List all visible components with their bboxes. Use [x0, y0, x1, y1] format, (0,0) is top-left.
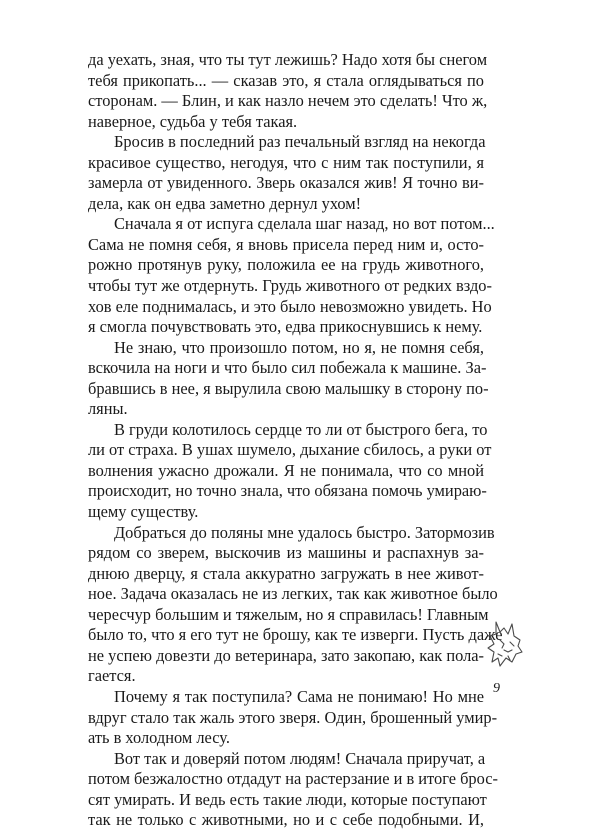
- text-line: вдруг стало так жаль этого зверя. Один, брошенный умир-: [88, 707, 498, 727]
- text-line: В груди колотилось сердце то ли от быстрого бега, то: [114, 419, 488, 439]
- text-line: ное. Задача оказалась не из легких, так как животное было: [88, 584, 498, 604]
- text-line: рядом со зверем, выскочив из машины и распахнув за-: [88, 543, 484, 563]
- text-line: хов еле поднималась, и это было невозможно увидеть. Но: [88, 296, 492, 316]
- text-line: происходит, но точно знала, что обязана помочь умираю-: [88, 481, 487, 501]
- text-line: не успею довезти до ветеринара, зато закопаю, как пола-: [88, 645, 484, 665]
- text-line: ать в холодном лесу.: [88, 728, 230, 748]
- text-line: ли от страха. В ушах шумело, дыхание сбилось, а руки от: [88, 440, 492, 460]
- text-line: Почему я так поступила? Сама не понимаю! Но мне: [114, 686, 484, 706]
- text-line: Сначала я от испуга сделала шаг назад, но вот потом...: [114, 214, 495, 234]
- text-line: сторонам. — Блин, и как назло нечем это сделать! Что ж,: [88, 91, 488, 111]
- text-line: наверное, судьба у тебя такая.: [88, 111, 298, 131]
- page-body: [88, 50, 503, 831]
- text-line: чересчур большим и тяжелым, но я справилась! Главным: [88, 604, 489, 624]
- text-line: Бросив в последний раз печальный взгляд на некогда: [114, 132, 486, 152]
- page-number: 9: [493, 681, 500, 696]
- text-line: днюю дверцу, я стала аккуратно загружать в нее живот-: [88, 563, 484, 583]
- text-line: Сама не помня себя, я вновь присела перед ним и, осто-: [88, 234, 484, 254]
- text-line: вскочила на ноги и что было сил побежала к машине. За-: [88, 358, 487, 378]
- text-line: было то, что я его тут не брошу, как те изверги. Пусть даже: [88, 625, 503, 645]
- text-line: сят умирать. И ведь есть такие люди, которые поступают: [88, 789, 487, 809]
- text-line: замерла от увиденного. Зверь оказался жив! Я точно ви-: [88, 173, 484, 193]
- text-line: я смогла почувствовать это, едва прикоснувшись к нему.: [88, 317, 483, 337]
- wolf-head-icon: [482, 618, 530, 676]
- text-line: щему существу.: [88, 502, 199, 522]
- text-line: дела, как он едва заметно дернул ухом!: [88, 193, 362, 213]
- text-line: тебя прикопать... — сказав это, я стала оглядываться по: [88, 70, 484, 90]
- text-line: так не только с животными, но и с себе подобными. И,: [88, 810, 484, 830]
- text-line: Добраться до поляны мне удалось быстро. Затормозив: [114, 522, 495, 542]
- text-line: рожно протянув руку, положила ее на грудь животного,: [88, 255, 484, 275]
- text-line: Не знаю, что произошло потом, но я, не помня себя,: [114, 337, 484, 357]
- text-line: потом безжалостно отдадут на растерзание и в итоге брос-: [88, 769, 498, 789]
- text-line: красивое существо, негодуя, что с ним так поступили, я: [88, 152, 484, 172]
- text-line: ляны.: [88, 399, 128, 419]
- text-line: Вот так и доверяй потом людям! Сначала приручат, а: [114, 748, 486, 768]
- text-line: да уехать, зная, что ты тут лежишь? Надо хотя бы снегом: [88, 50, 488, 69]
- text-line: волнения ужасно дрожали. Я не понимала, что со мной: [88, 460, 484, 480]
- text-line: гается.: [88, 666, 136, 686]
- text-line: чтобы тут же отдернуть. Грудь животного от редких вздо-: [88, 276, 492, 296]
- text-line: бравшись в нее, я вырулила свою малышку в сторону по-: [88, 378, 489, 398]
